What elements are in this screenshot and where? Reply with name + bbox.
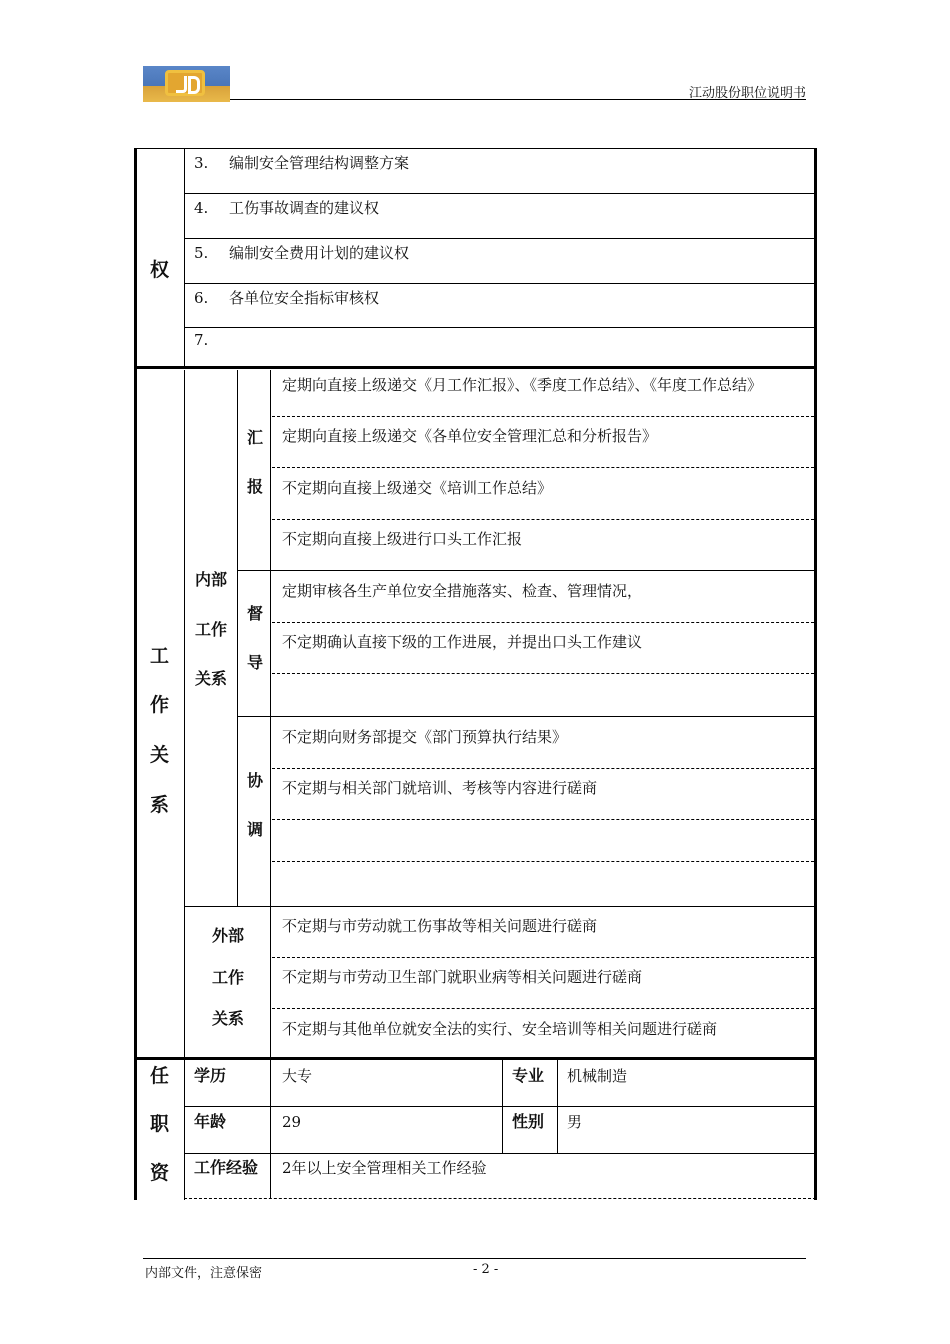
authority-item: 工伤事故调查的建议权 xyxy=(229,199,380,217)
age-value: 29 xyxy=(282,1113,302,1131)
supervise-label: 督 xyxy=(247,604,264,623)
footer-rule xyxy=(143,1258,806,1259)
major-label: 专业 xyxy=(512,1066,545,1085)
relations-label-char: 工 xyxy=(150,645,170,667)
qualification-label-char: 职 xyxy=(150,1113,170,1135)
table-left-border xyxy=(134,148,137,1200)
coordinate-item: 不定期向财务部提交《部门预算执行结果》 xyxy=(282,728,568,746)
table-top-border xyxy=(134,148,817,149)
experience-label: 工作经验 xyxy=(194,1158,259,1177)
report-label: 汇 xyxy=(247,428,264,447)
page-number: - 2 - xyxy=(473,1262,499,1277)
supervise-label: 导 xyxy=(247,653,264,672)
internal-label: 内部 xyxy=(195,570,228,589)
report-item: 定期向直接上级递交《月工作汇报》、《季度工作总结》、《年度工作总结》 xyxy=(282,376,763,394)
coordinate-label: 协 xyxy=(247,771,264,790)
header-title: 江动股份职位说明书 xyxy=(688,86,806,101)
external-item: 不定期与其他单位就安全法的实行、安全培训等相关问题进行磋商 xyxy=(282,1020,718,1038)
section-divider xyxy=(134,1057,817,1060)
authority-item: 编制安全管理结构调整方案 xyxy=(229,154,410,172)
external-item: 不定期与市劳动卫生部门就职业病等相关问题进行磋商 xyxy=(282,968,643,986)
age-label: 年龄 xyxy=(194,1112,227,1131)
external-item: 不定期与市劳动就工伤事故等相关问题进行磋商 xyxy=(282,917,598,935)
internal-label: 关系 xyxy=(195,669,228,688)
report-item: 定期向直接上级递交《各单位安全管理汇总和分析报告》 xyxy=(282,427,658,445)
relations-label-char: 作 xyxy=(150,694,170,716)
external-label: 工作 xyxy=(212,968,245,987)
authority-item-num: 5. xyxy=(194,244,209,262)
table-right-border xyxy=(814,148,817,1200)
internal-label: 工作 xyxy=(195,620,228,639)
education-value: 大专 xyxy=(282,1067,313,1085)
authority-label: 权 xyxy=(150,259,170,281)
authority-item-num: 6. xyxy=(194,289,209,307)
authority-item-num: 7. xyxy=(194,331,209,349)
authority-item: 编制安全费用计划的建议权 xyxy=(229,244,410,262)
jd-logo xyxy=(143,66,230,102)
report-label: 报 xyxy=(247,477,264,496)
report-item: 不定期向直接上级递交《培训工作总结》 xyxy=(282,479,553,497)
supervise-item: 不定期确认直接下级的工作进展，并提出口头工作建议 xyxy=(282,633,643,651)
authority-item: 各单位安全指标审核权 xyxy=(229,289,380,307)
relations-label-char: 系 xyxy=(150,794,170,816)
major-value: 机械制造 xyxy=(567,1067,628,1085)
supervise-item: 定期审核各生产单位安全措施落实、检查、管理情况， xyxy=(282,582,643,600)
footer-confidential: 内部文件，注意保密 xyxy=(145,1266,263,1281)
authority-item-num: 3. xyxy=(194,154,209,172)
coordinate-label: 调 xyxy=(247,820,264,839)
external-label: 外部 xyxy=(212,926,245,945)
gender-value: 男 xyxy=(567,1113,583,1131)
external-label: 关系 xyxy=(212,1009,245,1028)
coordinate-item: 不定期与相关部门就培训、考核等内容进行磋商 xyxy=(282,779,598,797)
qualification-label-char: 资 xyxy=(150,1162,170,1184)
qualification-label-char: 任 xyxy=(150,1065,170,1087)
education-label: 学历 xyxy=(194,1066,227,1085)
section-divider xyxy=(134,366,817,369)
authority-item-num: 4. xyxy=(194,199,209,217)
report-item: 不定期向直接上级进行口头工作汇报 xyxy=(282,530,523,548)
gender-label: 性别 xyxy=(512,1112,545,1131)
relations-label-char: 关 xyxy=(150,744,170,766)
experience-value: 2年以上安全管理相关工作经验 xyxy=(282,1159,487,1177)
